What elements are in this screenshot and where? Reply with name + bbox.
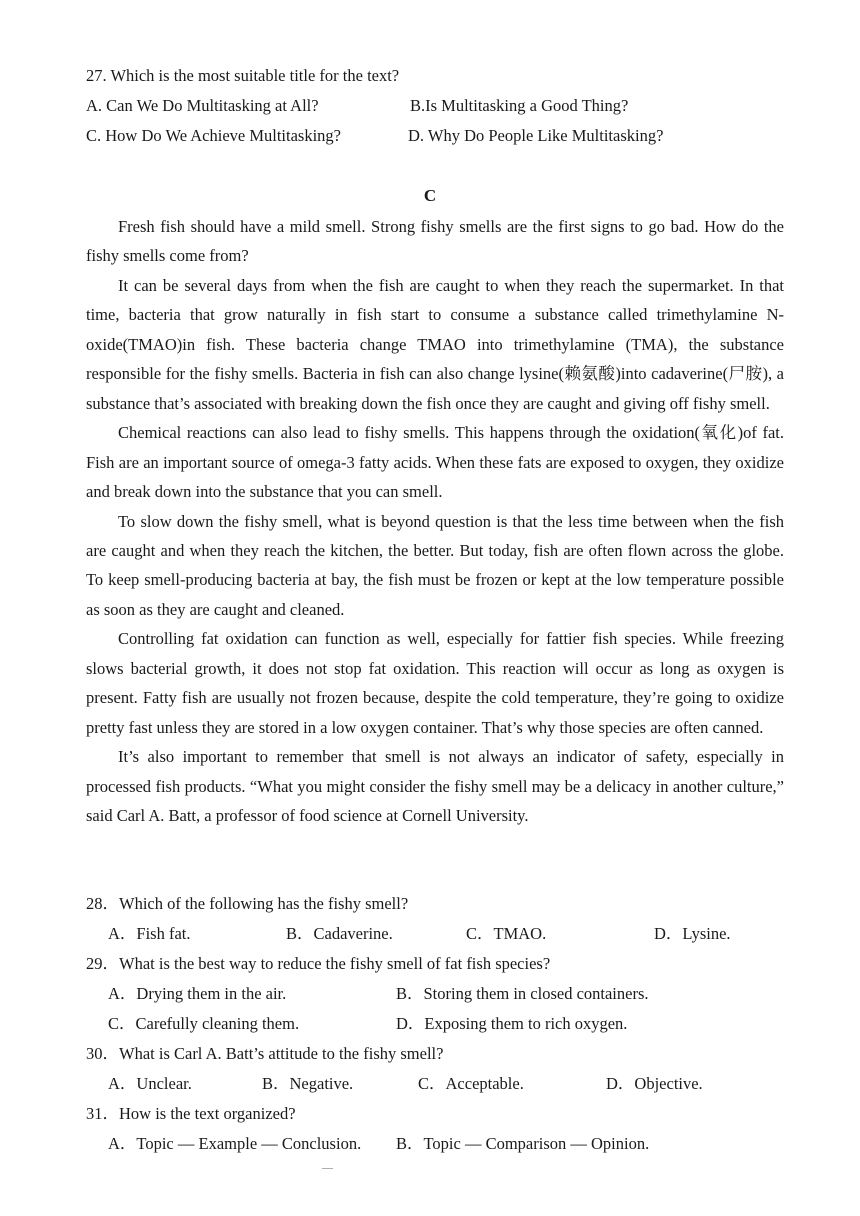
question-30-stem: 30．What is Carl A. Batt’s attitude to the fishy smell? [86,1044,444,1063]
reading-passage [86,212,784,831]
passage-paragraph-5: Controlling fat oxidation can function as well, especially for fattier fish species. While freezing slows bacterial growth, it does not stop fat oxidation. This reaction will occur as long as oxygen is present. Fatty fish are usually not frozen because, despite the cold temperature, they’re going to oxidize pretty fast unless they are stored in a low oxygen container. That’s why those species are often canned. [86,629,784,737]
question-31-stem: 31．How is the text organized? [86,1104,296,1123]
question-28-option-b[interactable]: B．Cadaverine. [286,924,393,943]
question-27-option-a[interactable]: A. Can We Do Multitasking at All? [86,96,319,115]
question-29-stem: 29．What is the best way to reduce the fishy smell of fat fish species? [86,954,551,973]
question-28-option-a[interactable]: A．Fish fat. [108,924,191,943]
section-heading: C [423,186,437,205]
question-30-option-c[interactable]: C．Acceptable. [418,1074,524,1093]
question-29-option-d[interactable]: D．Exposing them to rich oxygen. [396,1014,628,1033]
question-29-option-c[interactable]: C．Carefully cleaning them. [108,1014,300,1033]
question-27-stem: 27. Which is the most suitable title for the text? [86,66,400,85]
passage-paragraph-6: It’s also important to remember that smell is not always an indicator of safety, especially in processed fish products. “What you might consider the fishy smell may be a delicacy in another culture,” said Carl A. Batt, a professor of food science at Cornell University. [86,747,784,826]
question-28-option-d[interactable]: D．Lysine. [654,924,731,943]
page-footer-mark: — [322,1162,333,1174]
question-27-option-b[interactable]: B.Is Multitasking a Good Thing? [410,96,629,115]
question-27-option-c[interactable]: C. How Do We Achieve Multitasking? [86,126,342,145]
question-27-option-d[interactable]: D. Why Do People Like Multitasking? [408,126,664,145]
question-28-stem: 28．Which of the following has the fishy smell? [86,894,409,913]
question-29-option-a[interactable]: A．Drying them in the air. [108,984,287,1003]
passage-paragraph-2: It can be several days from when the fish are caught to when they reach the supermarket. In that time, bacteria that grow naturally in fish start to consume a substance called trimethylamine N-oxide(TMAO)in fish. These bacteria change TMAO into trimethylamine (TMA), the substance responsible for the fishy smells. Bacteria in fish can also change lysine(赖氨酸)into cadaverine(尸胺), a substance that’s associated with breaking down the fish once they are caught and giving off fishy smell. [86,275,784,413]
passage-paragraph-4: To slow down the fishy smell, what is beyond question is that the less time between when the fish are caught and when they reach the kitchen, the better. But today, fish are often flown across the globe. To keep smell-producing bacteria at bay, the fish must be frozen or kept at the low temperature possible as soon as they are caught and cleaned. [86,511,784,619]
question-31-option-b[interactable]: B．Topic — Comparison — Opinion. [396,1134,650,1153]
question-31-option-a[interactable]: A．Topic — Example — Conclusion. [108,1134,362,1153]
question-30-option-b[interactable]: B．Negative. [262,1074,354,1093]
passage-paragraph-1: Fresh fish should have a mild smell. Strong fishy smells are the first signs to go bad. How do the fishy smells come from? [86,217,784,266]
question-30-option-d[interactable]: D．Objective. [606,1074,703,1093]
question-28-option-c[interactable]: C．TMAO. [466,924,547,943]
passage-paragraph-3: Chemical reactions can also lead to fishy smells. This happens through the oxidation(氧化)of fat. Fish are an important source of omega-3 fatty acids. When these fats are exposed to oxygen, they oxidize and break down into the substance that you can smell. [86,423,784,502]
question-29-option-b[interactable]: B．Storing them in closed containers. [396,984,649,1003]
question-30-option-a[interactable]: A．Unclear. [108,1074,192,1093]
